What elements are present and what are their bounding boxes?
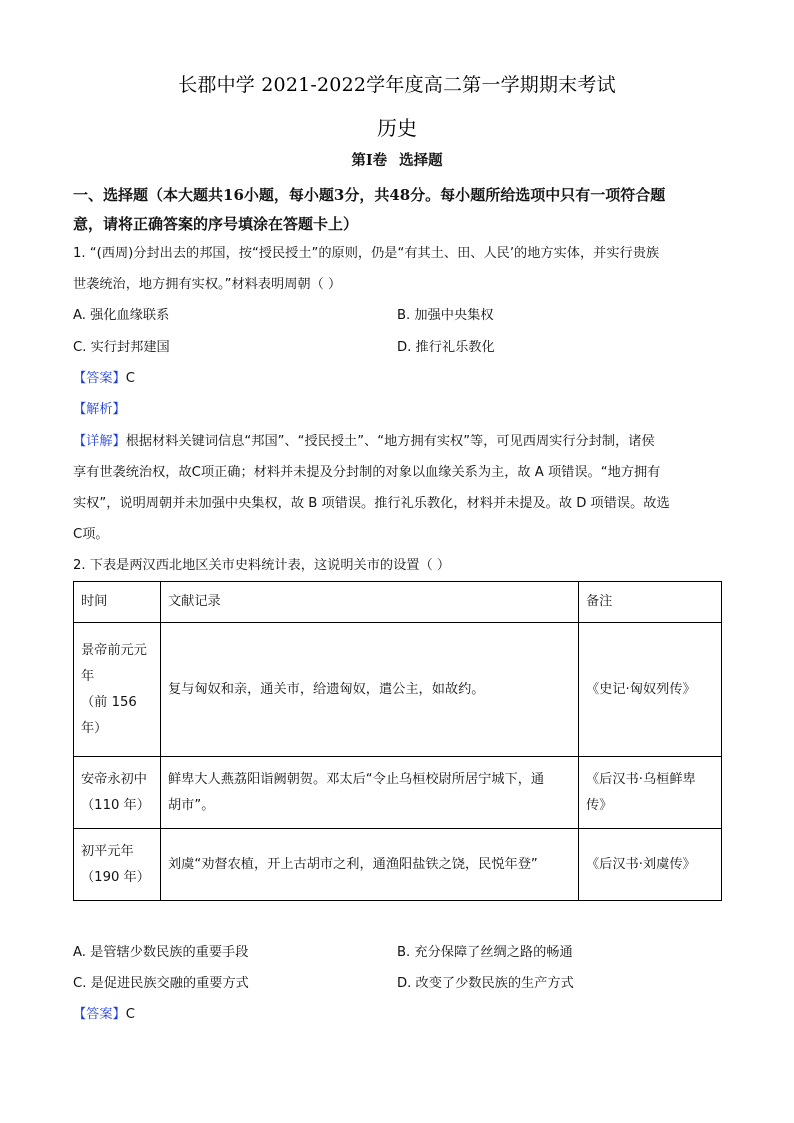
q1-stem-line: 1. “(西周)分封出去的邦国，按“授民授土”的原则，仍是“有其土、田、人民’的地方实体，并实行贵族	[73, 246, 660, 261]
time-cell	[74, 829, 161, 901]
cell-line: （190 年）	[81, 869, 150, 885]
note-cell	[579, 623, 722, 757]
answer-value: C	[125, 371, 135, 386]
q2-option-c: C. 是促进民族交融的重要方式	[73, 976, 249, 991]
q1-detail-line	[73, 432, 723, 452]
q1-analysis	[73, 400, 723, 420]
q1-detail-line: 实权”，说明周朝并未加强中央集权，故 B 项错误。推行礼乐教化，材料并未提及。故 D 项错误。故选	[73, 496, 670, 511]
table-row	[74, 757, 722, 829]
volume-label: 第Ⅰ卷	[351, 152, 388, 169]
table-row	[74, 623, 722, 757]
q1-option-d: D. 推行礼乐教化	[397, 340, 495, 355]
cell-line: 《后汉书·乌桓鲜卑	[586, 771, 696, 787]
header-cell: 备注	[579, 582, 722, 623]
q1-detail-line: 享有世袭统治权，故C项正确；材料并未提及分封制的对象以血缘关系为主，故 A 项错误。“地方拥有	[73, 465, 661, 480]
q2-option-a: A. 是管辖少数民族的重要手段	[73, 945, 249, 960]
detail-text: 根据材料关键词信息“邦国”、“授民授土”、“地方拥有实权”等，可见西周实行分封制，诸侯	[125, 434, 655, 449]
note-cell	[579, 829, 722, 901]
time-cell	[74, 623, 161, 757]
cell-line: 年	[81, 668, 95, 684]
record-cell	[161, 829, 579, 901]
q1-stem-line: 世袭统治，地方拥有实权。”材料表明周朝（ ）	[73, 277, 342, 292]
cell-line: 安帝永初中	[81, 771, 147, 787]
instructions-line: 一、选择题（本大题共16小题，每小题3分，共48分。每小题所给选项中只有一项符合题	[73, 186, 666, 204]
cell-line: 胡市”。	[168, 797, 215, 813]
header-cell: 时间	[74, 582, 161, 623]
q1-option-b: B. 加强中央集权	[397, 308, 494, 323]
table-header-row	[74, 582, 722, 623]
record-cell	[161, 623, 579, 757]
cell-line: （110 年）	[81, 797, 150, 813]
detail-tag: 【详解】	[73, 434, 126, 449]
record-cell	[161, 757, 579, 829]
q1-detail-line: C项。	[73, 527, 109, 542]
cell-line: 传》	[586, 797, 613, 813]
section-heading	[0, 149, 794, 170]
answer-value: C	[125, 1007, 135, 1022]
note-cell	[579, 757, 722, 829]
exam-title: 长郡中学 2021-2022学年度高二第一学期期末考试	[178, 74, 616, 96]
instructions	[73, 181, 723, 239]
q2-option-d: D. 改变了少数民族的生产方式	[397, 976, 574, 991]
q2-answer	[73, 1005, 723, 1025]
answer-tag: 【答案】	[73, 1007, 126, 1022]
answer-tag: 【答案】	[73, 371, 126, 386]
q2-option-b: B. 充分保障了丝绸之路的畅通	[397, 945, 573, 960]
cell-line: 年）	[81, 720, 108, 736]
instructions-line: 意，请将正确答案的序号填涂在答题卡上）	[73, 215, 359, 233]
analysis-tag: 【解析】	[73, 402, 126, 417]
q2-stem: 2. 下表是两汉西北地区关市史料统计表，这说明关市的设置（ ）	[73, 558, 451, 573]
header-cell: 文献记录	[161, 582, 579, 623]
cell-line: 复与匈奴和亲，通关市，给遗匈奴，遣公主，如故约。	[168, 681, 485, 697]
subject-title: 历史	[377, 116, 417, 140]
q1-answer	[73, 369, 723, 389]
cell-line: 《史记·匈奴列传》	[586, 681, 696, 697]
section-name: 选择题	[399, 152, 443, 169]
table-row	[74, 829, 722, 901]
cell-line: 初平元年	[81, 843, 134, 859]
q1-option-c: C. 实行封邦建国	[73, 340, 170, 355]
cell-line: 鲜卑大人燕荔阳诣阙朝贺。邓太后“令止乌桓校尉所居宁城下，通	[168, 771, 545, 787]
time-cell	[74, 757, 161, 829]
q1-option-a: A. 强化血缘联系	[73, 308, 170, 323]
history-table	[73, 581, 722, 901]
cell-line: 景帝前元元	[81, 642, 147, 658]
cell-line: 刘虞“劝督农植，开上古胡市之利，通渔阳盐铁之饶，民悦年登”	[168, 856, 538, 872]
cell-line: 《后汉书·刘虞传》	[586, 856, 696, 872]
cell-line: （前 156	[81, 694, 137, 710]
